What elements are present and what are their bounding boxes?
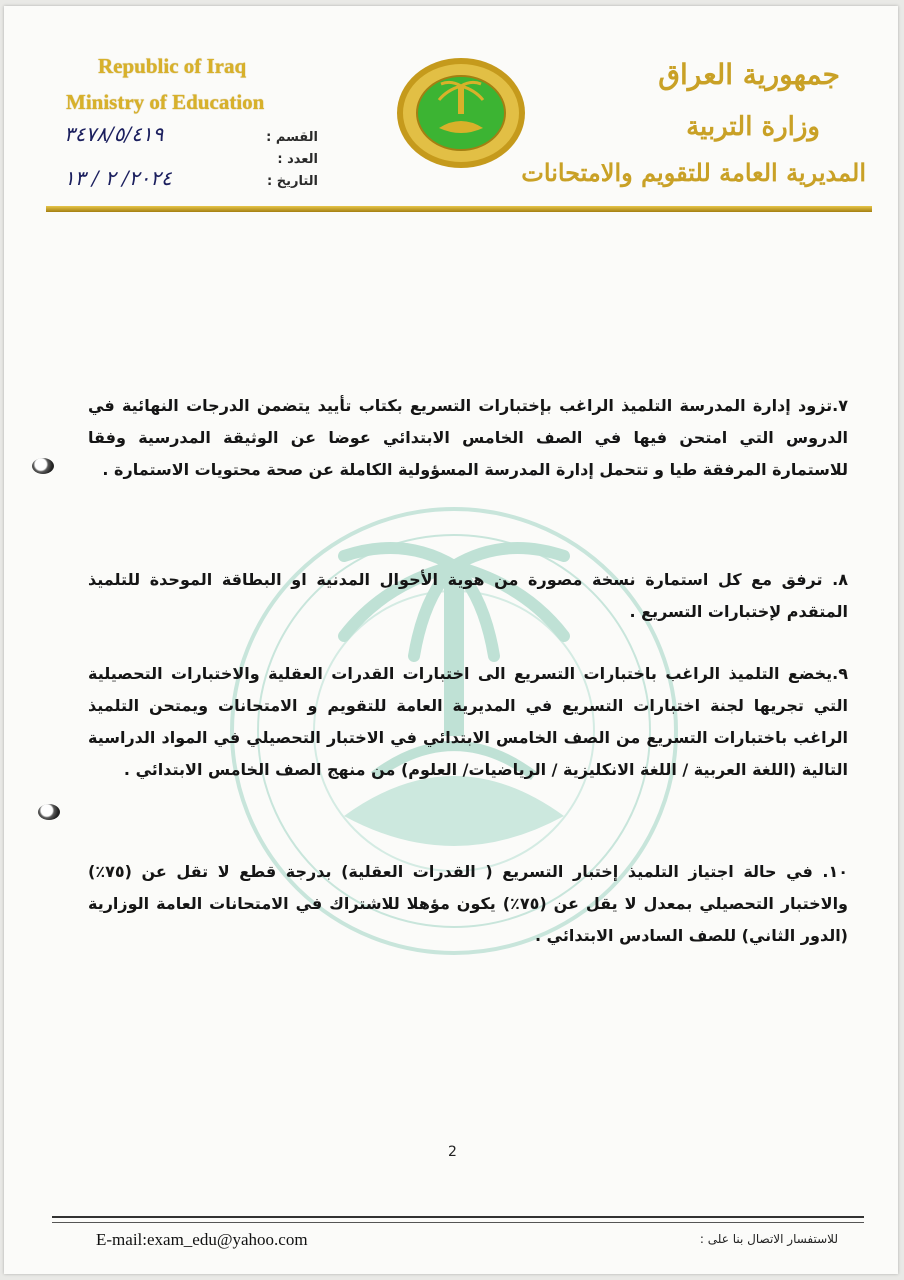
- footer-divider: [52, 1216, 864, 1223]
- paragraph-8: ٨. ترفق مع كل استمارة نسخة مصورة من هوية الأحوال المدنية او البطاقة الموحدة للتلميذ المتقدم لإختبارات التسريع .: [88, 570, 848, 621]
- meta-row-department: [58, 122, 328, 148]
- punch-hole-lower: [38, 804, 60, 820]
- reference-block: [58, 122, 328, 192]
- page-number: 2: [448, 1144, 457, 1160]
- footer-contact-label: للاستفسار الاتصال بنا على :: [699, 1232, 838, 1246]
- header-en-republic: Republic of Iraq: [98, 54, 247, 78]
- header-en-ministry: Ministry of Education: [66, 90, 265, 114]
- paragraph-7: ٧.تزود إدارة المدرسة التلميذ الراغب بإختبارات التسريع بكتاب تأييد يتضمن الدرجات النهائية في الدروس التي امتحن فيها في الصف الخامس الابتدائي عوضا عن الوثيقة المدرسية وفقا للاستمارة المرفقة طيا و تتحمل إدارة المدرسة المسؤولية الكاملة عن صحة محتويات الاستمارة .: [88, 396, 848, 479]
- number-label: العدد :: [277, 152, 318, 167]
- date-value: ٢٠٢٤/ ٢ / ١٣: [64, 166, 172, 190]
- ministry-seal-logo: [394, 56, 528, 170]
- date-label: التاريخ :: [267, 174, 318, 189]
- meta-row-date: [58, 166, 328, 192]
- punch-hole-upper: [32, 458, 54, 474]
- header-divider: [46, 206, 872, 212]
- paragraph-9: ٩.يخضع التلميذ الراغب باختبارات التسريع الى اختبارات القدرات العقلية والاختبارات التحصيلية التي تجريها لجنة اختبارات التسريع في المديرية العامة للتقويم و الامتحانات ويمتحن التلميذ الراغب باختبارات التسريع من الصف الخامس الابتدائي في الاختبار التحصيلي في المواد الدراسية التالية (اللغة العربية / اللغة الانكليزية / الرياضيات/ العلوم) من منهج الصف الخامس الابتدائي .: [88, 664, 848, 779]
- department-value: ٣٤٧٨/٥/٤١٩: [64, 122, 164, 146]
- footer-email: E-mail:exam_edu@yahoo.com: [96, 1230, 308, 1249]
- header-ar-directorate: المديرية العامة للتقويم والامتحانات: [521, 158, 866, 187]
- document-page: [4, 6, 898, 1274]
- department-label: القسم :: [266, 130, 318, 145]
- header-ar-ministry: وزارة التربية: [686, 112, 820, 142]
- header-ar-republic: جمهورية العراق: [658, 58, 840, 91]
- paragraph-10: ١٠. في حالة اجتياز التلميذ إختبار التسريع ( القدرات العقلية) بدرجة قطع لا تقل عن (٧٥٪) والاختبار التحصيلي بمعدل لا يقل عن (٧٥٪) يكون مؤهلا للاشتراك في الامتحانات العامة الوزارية (الدور الثاني) للصف السادس الابتدائي .: [88, 862, 848, 945]
